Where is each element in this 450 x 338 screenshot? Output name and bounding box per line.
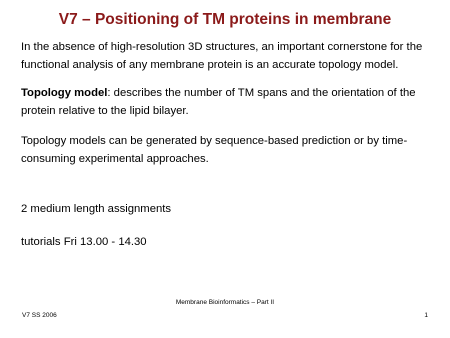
topology-model-definition: : describes the number of TM spans and the orientation of the protein relative to the lipid bilayer. — [21, 87, 416, 117]
generation-methods-paragraph: Topology models can be generated by sequence-based prediction or by time-consuming experimental approaches. — [21, 135, 408, 165]
topology-model-term: Topology model — [21, 87, 108, 99]
slide-title: V7 – Positioning of TM proteins in membrane — [58, 11, 392, 28]
footer-semester: V7 SS 2006 — [22, 312, 57, 319]
intro-paragraph: In the absence of high-resolution 3D structures, an important cornerstone for the functional analysis of any membrane protein is an accurate topology model. — [21, 41, 423, 71]
tutorials-line: tutorials Fri 13.00 - 14.30 — [21, 236, 147, 248]
footer-course-title: Membrane Bioinformatics – Part II — [175, 299, 275, 306]
assignments-line: 2 medium length assignments — [21, 203, 172, 215]
footer-page-number: 1 — [424, 312, 428, 319]
topology-definition-paragraph — [21, 84, 441, 120]
